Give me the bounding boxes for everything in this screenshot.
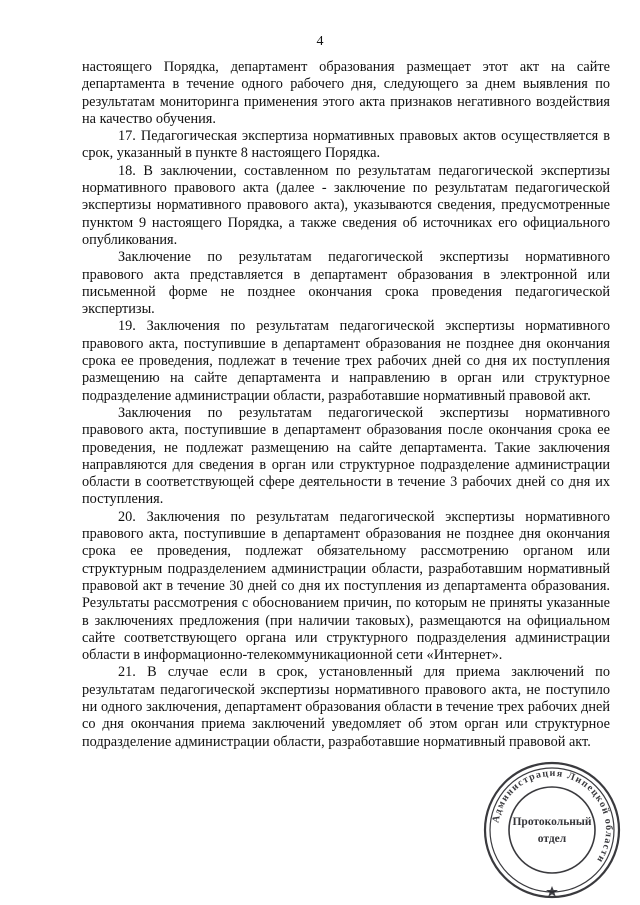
stamp-ring-text: Администрация Липецкой области [490, 767, 615, 866]
stamp-outer-ring [485, 763, 619, 897]
paragraph-19-late: Заключения по результатам педагогической экспертизы нормативного правового акта, поступившие в департамент образования после окончания срока ее проведения, не подлежат размещению на сайте департамента. Такие заключения направляются для сведения в орган или структурное подразделение администрации области в соответствующей сфере деятельности в течение 3 рабочих дней со дня их поступления. [82, 404, 610, 508]
paragraph-continuation: настоящего Порядка, департамент образования размещает этот акт на сайте департамента в течение одного рабочего дня, следующего за днем выявления по результатам мониторинга применения этого акта признаков негативного воздействия на качество обучения. [82, 59, 610, 127]
stamp-label-line1: Протокольный [512, 816, 592, 828]
paragraph-18-submission: Заключение по результатам педагогической экспертизы нормативного правового акта представляется в департамент образования в электронной или письменной форме не позднее окончания срока проведения педагогической экспертизы. [82, 249, 610, 318]
paragraph-17: 17. Педагогическая экспертиза нормативных правовых актов осуществляется в срок, указанный в пункте 8 настоящего Порядка. [82, 128, 610, 162]
paragraph-21: 21. В случае если в срок, установленный для приема заключений по результатам педагогической экспертизы нормативного правового акта, не поступило ни одного заключения, департамент образования области в течение трех рабочих дней со дня окончания приема заключений уведомляет об этом орган или структурное подразделение администрации области, разработавшие нормативный правовой акт. [82, 664, 610, 750]
paragraph-19: 19. Заключения по результатам педагогической экспертизы нормативного правового акта, поступившие в департамент образования не позднее дня окончания срока ее проведения, подлежат в течение трех рабочих дней со дня их поступления размещению на сайте департамента и направлению в орган или структурное подразделение администрации области, разработавшие нормативный правовой акт. [82, 318, 610, 404]
official-stamp [482, 760, 622, 900]
paragraph-20: 20. Заключения по результатам педагогической экспертизы нормативного правового акта, поступившие в департамент образования не позднее дня окончания срока ее проведения, подлежат обязательному рассмотрению органом или структурным подразделением администрации области, разработавшим нормативный правовой акт в течение 30 дней со дня их поступления из департамента образования. Результаты рассмотрения с обоснованием причин, по которым не приняты указанные в заключениях предложения (при наличии таковых), размещаются на официальном сайте соответствующего органа или структурного подразделения администрации области в информационно-телекоммуникационной сети «Интернет». [82, 508, 610, 664]
page-number: 4 [316, 34, 324, 49]
stamp-label-line2: отдел [537, 833, 567, 845]
document-body [82, 59, 610, 751]
paragraph-18: 18. В заключении, составленном по результатам педагогической экспертизы нормативного правового акта (далее - заключение по результатам педагогической экспертизы нормативного правового акта), указываются сведения, предусмотренные пунктом 9 настоящего Порядка, а также сведения об источниках его официального опубликования. [82, 162, 610, 248]
stamp-inner-ring [509, 787, 595, 873]
